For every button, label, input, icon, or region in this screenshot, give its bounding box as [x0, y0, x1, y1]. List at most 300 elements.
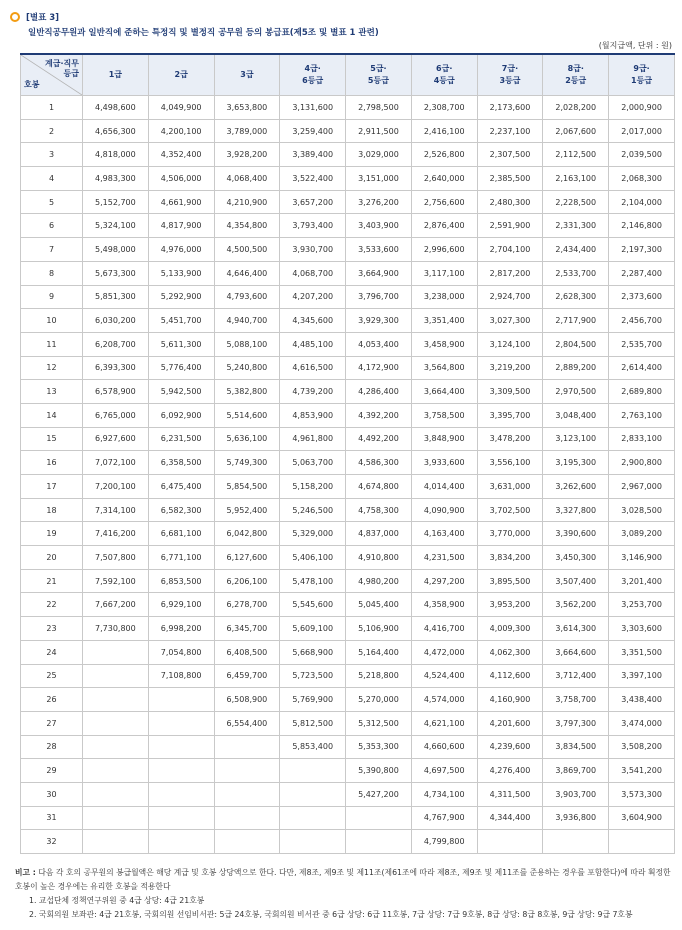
corner-step-label: 호봉: [24, 80, 40, 90]
salary-cell: 3,653,800: [214, 96, 280, 120]
step-cell: 24: [21, 640, 83, 664]
salary-cell: 7,054,800: [148, 640, 214, 664]
salary-cell: 6,459,700: [214, 664, 280, 688]
salary-cell: 3,533,600: [346, 238, 412, 262]
salary-cell: 3,195,300: [543, 451, 609, 475]
salary-cell: 2,331,300: [543, 214, 609, 238]
salary-cell: 5,390,800: [346, 759, 412, 783]
salary-cell: 2,068,300: [609, 167, 675, 191]
salary-cell: 2,911,500: [346, 119, 412, 143]
salary-cell: 4,621,100: [411, 711, 477, 735]
salary-cell: [83, 664, 149, 688]
salary-cell: 2,373,600: [609, 285, 675, 309]
salary-cell: 5,240,800: [214, 356, 280, 380]
salary-cell: 6,475,400: [148, 475, 214, 499]
step-cell: 25: [21, 664, 83, 688]
table-row: [21, 238, 675, 262]
salary-cell: 6,358,500: [148, 451, 214, 475]
salary-cell: 3,397,100: [609, 664, 675, 688]
salary-cell: 4,818,000: [83, 143, 149, 167]
salary-cell: 3,027,300: [477, 309, 543, 333]
column-header: [214, 54, 280, 96]
salary-cell: [214, 782, 280, 806]
salary-cell: 3,933,600: [411, 451, 477, 475]
table-body: [21, 96, 675, 854]
salary-cell: 5,270,000: [346, 688, 412, 712]
salary-cell: 4,574,000: [411, 688, 477, 712]
salary-cell: 3,930,700: [280, 238, 346, 262]
column-header-line: 5등급: [367, 76, 389, 85]
table-row: [21, 380, 675, 404]
table-row: [21, 617, 675, 641]
step-cell: 2: [21, 119, 83, 143]
remarks-paragraph: [15, 866, 677, 894]
table-row: [21, 143, 675, 167]
salary-cell: 4,354,800: [214, 214, 280, 238]
salary-cell: [214, 806, 280, 830]
salary-cell: 5,106,900: [346, 617, 412, 641]
remarks-label: 비고 :: [15, 868, 36, 877]
salary-cell: 5,158,200: [280, 475, 346, 499]
salary-cell: 4,311,500: [477, 782, 543, 806]
salary-cell: [609, 830, 675, 854]
corner-top-line-2: 등급: [63, 69, 79, 79]
salary-cell: 3,131,600: [280, 96, 346, 120]
salary-cell: 4,799,800: [411, 830, 477, 854]
table-row: [21, 711, 675, 735]
table-row: [21, 546, 675, 570]
salary-cell: 7,200,100: [83, 475, 149, 499]
salary-cell: 4,817,900: [148, 214, 214, 238]
table-row: [21, 830, 675, 854]
salary-cell: 4,758,300: [346, 498, 412, 522]
salary-cell: 6,278,700: [214, 593, 280, 617]
salary-cell: 2,717,900: [543, 309, 609, 333]
salary-cell: [346, 806, 412, 830]
table-row: [21, 522, 675, 546]
remarks-text: 다음 각 호의 공무원의 봉급월액은 해당 계급 및 호봉 상당액으로 한다. 다만, 제8조, 제9조 및 제11조(제61조에 따라 제8조, 제9조 및 제11조를 준용하는 경우를 포함한다)에 따라 획정한 호봉이 높은 경우에는 유리한 호봉을 적용한다: [15, 868, 671, 891]
salary-cell: 3,562,200: [543, 593, 609, 617]
salary-cell: 5,478,100: [280, 569, 346, 593]
salary-cell: 3,758,700: [543, 688, 609, 712]
salary-cell: 7,072,100: [83, 451, 149, 475]
step-cell: 15: [21, 427, 83, 451]
salary-cell: 3,758,500: [411, 403, 477, 427]
salary-cell: 2,112,500: [543, 143, 609, 167]
salary-cell: 4,352,400: [148, 143, 214, 167]
salary-cell: 2,017,000: [609, 119, 675, 143]
salary-cell: 3,664,400: [411, 380, 477, 404]
salary-cell: 3,664,900: [346, 261, 412, 285]
salary-cell: 2,640,000: [411, 167, 477, 191]
salary-cell: 3,029,000: [346, 143, 412, 167]
salary-cell: [148, 735, 214, 759]
salary-cell: 5,451,700: [148, 309, 214, 333]
salary-cell: 3,895,500: [477, 569, 543, 593]
remarks-item: 2. 국회의원 보좌관: 4급 21호봉, 국회의원 선임비서관: 5급 24호봉, 국회의원 비서관 중 6급 상당: 6급 11호봉, 7급 상당: 7급 9호봉, 8급 상당: 8급 8호봉, 9급 상당: 9급 7호봉: [29, 910, 633, 919]
salary-cell: 3,389,400: [280, 143, 346, 167]
remarks: [15, 866, 677, 922]
salary-cell: 5,353,300: [346, 735, 412, 759]
salary-cell: 6,231,500: [148, 427, 214, 451]
salary-cell: 6,578,900: [83, 380, 149, 404]
table-row: [21, 427, 675, 451]
salary-cell: 2,804,500: [543, 332, 609, 356]
salary-cell: 5,382,800: [214, 380, 280, 404]
step-cell: 4: [21, 167, 83, 191]
salary-cell: 5,133,900: [148, 261, 214, 285]
column-header: [477, 54, 543, 96]
salary-cell: 3,259,400: [280, 119, 346, 143]
salary-cell: 4,345,600: [280, 309, 346, 333]
table-row: [21, 261, 675, 285]
step-cell: 5: [21, 190, 83, 214]
column-header: [148, 54, 214, 96]
salary-cell: 4,201,600: [477, 711, 543, 735]
column-header: [346, 54, 412, 96]
remarks-item: 1. 교섭단체 정책연구위원 중 4급 상당: 4급 21호봉: [29, 896, 205, 905]
step-cell: 22: [21, 593, 83, 617]
salary-cell: 7,507,800: [83, 546, 149, 570]
column-header-line: 6등급: [302, 76, 324, 85]
salary-cell: 3,770,000: [477, 522, 543, 546]
salary-cell: 3,712,400: [543, 664, 609, 688]
salary-cell: 3,564,800: [411, 356, 477, 380]
step-cell: 30: [21, 782, 83, 806]
salary-cell: 4,172,900: [346, 356, 412, 380]
salary-cell: 4,506,000: [148, 167, 214, 191]
salary-cell: 4,616,500: [280, 356, 346, 380]
salary-cell: [148, 759, 214, 783]
salary-cell: 2,817,200: [477, 261, 543, 285]
salary-cell: 4,068,700: [280, 261, 346, 285]
salary-cell: 7,667,200: [83, 593, 149, 617]
salary-cell: 3,151,000: [346, 167, 412, 191]
salary-cell: 6,765,000: [83, 403, 149, 427]
salary-cell: 5,636,100: [214, 427, 280, 451]
salary-cell: 3,276,200: [346, 190, 412, 214]
salary-cell: 5,292,900: [148, 285, 214, 309]
salary-cell: 2,591,900: [477, 214, 543, 238]
salary-cell: 3,351,400: [411, 309, 477, 333]
salary-cell: 4,586,300: [346, 451, 412, 475]
salary-cell: 6,393,300: [83, 356, 149, 380]
heading: [10, 11, 379, 38]
step-cell: 18: [21, 498, 83, 522]
salary-cell: 6,771,100: [148, 546, 214, 570]
salary-cell: 5,514,600: [214, 403, 280, 427]
salary-cell: 4,210,900: [214, 190, 280, 214]
table-row: [21, 309, 675, 333]
salary-cell: 5,246,500: [280, 498, 346, 522]
salary-cell: 2,900,800: [609, 451, 675, 475]
salary-cell: 3,789,000: [214, 119, 280, 143]
salary-cell: 5,853,400: [280, 735, 346, 759]
salary-cell: [214, 759, 280, 783]
table-row: [21, 451, 675, 475]
step-cell: 9: [21, 285, 83, 309]
salary-cell: 3,403,900: [346, 214, 412, 238]
salary-cell: 6,042,800: [214, 522, 280, 546]
salary-cell: 2,628,300: [543, 285, 609, 309]
salary-cell: 5,668,900: [280, 640, 346, 664]
salary-cell: 2,385,500: [477, 167, 543, 191]
salary-cell: 6,554,400: [214, 711, 280, 735]
salary-cell: 5,952,400: [214, 498, 280, 522]
salary-cell: 4,500,500: [214, 238, 280, 262]
salary-cell: 3,309,500: [477, 380, 543, 404]
salary-cell: 6,030,200: [83, 309, 149, 333]
salary-cell: 4,053,400: [346, 332, 412, 356]
step-cell: 19: [21, 522, 83, 546]
salary-cell: 5,609,100: [280, 617, 346, 641]
salary-cell: 4,646,400: [214, 261, 280, 285]
table-row: [21, 593, 675, 617]
salary-cell: 5,063,700: [280, 451, 346, 475]
salary-cell: 2,287,400: [609, 261, 675, 285]
salary-cell: 3,848,900: [411, 427, 477, 451]
salary-cell: 5,611,300: [148, 332, 214, 356]
salary-cell: 4,498,600: [83, 96, 149, 120]
salary-cell: 3,146,900: [609, 546, 675, 570]
salary-cell: 4,297,200: [411, 569, 477, 593]
salary-cell: 3,048,400: [543, 403, 609, 427]
column-header-line: 5급·: [370, 64, 387, 74]
salary-cell: 3,631,000: [477, 475, 543, 499]
salary-cell: 3,351,500: [609, 640, 675, 664]
salary-cell: 2,173,600: [477, 96, 543, 120]
salary-cell: 3,238,000: [411, 285, 477, 309]
salary-cell: 3,573,300: [609, 782, 675, 806]
salary-cell: 6,929,100: [148, 593, 214, 617]
salary-cell: 4,160,900: [477, 688, 543, 712]
salary-cell: 2,876,400: [411, 214, 477, 238]
table-row: [21, 475, 675, 499]
salary-cell: 3,664,600: [543, 640, 609, 664]
salary-cell: 4,767,900: [411, 806, 477, 830]
salary-cell: 4,976,000: [148, 238, 214, 262]
table-row: [21, 640, 675, 664]
salary-cell: [148, 830, 214, 854]
salary-cell: [214, 830, 280, 854]
salary-cell: 4,392,200: [346, 403, 412, 427]
salary-cell: 2,833,100: [609, 427, 675, 451]
salary-cell: 4,276,400: [477, 759, 543, 783]
salary-cell: 3,390,600: [543, 522, 609, 546]
salary-cell: 2,039,500: [609, 143, 675, 167]
salary-cell: 3,458,900: [411, 332, 477, 356]
salary-cell: 5,406,100: [280, 546, 346, 570]
salary-cell: 5,723,500: [280, 664, 346, 688]
salary-cell: 3,028,500: [609, 498, 675, 522]
salary-cell: 3,556,100: [477, 451, 543, 475]
salary-cell: 5,545,600: [280, 593, 346, 617]
salary-cell: 2,756,600: [411, 190, 477, 214]
salary-cell: 4,207,200: [280, 285, 346, 309]
table-row: [21, 403, 675, 427]
bullet-ring-icon: [10, 12, 20, 22]
salary-cell: 2,228,500: [543, 190, 609, 214]
column-header: [280, 54, 346, 96]
salary-cell: 6,508,900: [214, 688, 280, 712]
salary-cell: 3,797,300: [543, 711, 609, 735]
salary-cell: [83, 688, 149, 712]
table-row: [21, 285, 675, 309]
corner-header: [21, 54, 83, 96]
table-row: [21, 356, 675, 380]
salary-cell: 3,253,700: [609, 593, 675, 617]
table-row: [21, 190, 675, 214]
salary-cell: 6,998,200: [148, 617, 214, 641]
salary-cell: 3,395,700: [477, 403, 543, 427]
salary-cell: 3,928,200: [214, 143, 280, 167]
salary-cell: 3,438,400: [609, 688, 675, 712]
salary-cell: 7,592,100: [83, 569, 149, 593]
salary-cell: 2,308,700: [411, 96, 477, 120]
salary-cell: 4,286,400: [346, 380, 412, 404]
salary-cell: 5,498,000: [83, 238, 149, 262]
step-cell: 7: [21, 238, 83, 262]
salary-cell: 5,854,500: [214, 475, 280, 499]
column-header-line: 4급·: [304, 64, 321, 74]
salary-cell: 3,201,400: [609, 569, 675, 593]
step-cell: 20: [21, 546, 83, 570]
salary-cell: [214, 735, 280, 759]
salary-cell: 4,739,200: [280, 380, 346, 404]
step-cell: 16: [21, 451, 83, 475]
salary-cell: 3,303,600: [609, 617, 675, 641]
column-header-line: 3급: [240, 70, 254, 80]
step-cell: 31: [21, 806, 83, 830]
salary-cell: 4,961,800: [280, 427, 346, 451]
column-header: [411, 54, 477, 96]
salary-cell: [280, 806, 346, 830]
salary-cell: 5,152,700: [83, 190, 149, 214]
salary-cell: 3,903,700: [543, 782, 609, 806]
salary-cell: 4,734,100: [411, 782, 477, 806]
salary-cell: 3,478,200: [477, 427, 543, 451]
step-cell: 21: [21, 569, 83, 593]
table-row: [21, 806, 675, 830]
salary-cell: 4,068,400: [214, 167, 280, 191]
salary-cell: 4,062,300: [477, 640, 543, 664]
salary-cell: 2,996,600: [411, 238, 477, 262]
salary-cell: 2,924,700: [477, 285, 543, 309]
salary-cell: 6,681,100: [148, 522, 214, 546]
salary-cell: 4,200,100: [148, 119, 214, 143]
appendix-label: [별표 3]: [26, 13, 60, 23]
salary-cell: 4,090,900: [411, 498, 477, 522]
salary-cell: [477, 830, 543, 854]
salary-cell: 5,427,200: [346, 782, 412, 806]
salary-cell: 3,702,500: [477, 498, 543, 522]
salary-cell: 4,344,400: [477, 806, 543, 830]
step-cell: 17: [21, 475, 83, 499]
salary-cell: [280, 830, 346, 854]
salary-table: [20, 53, 675, 854]
salary-cell: 3,522,400: [280, 167, 346, 191]
salary-cell: 3,834,200: [477, 546, 543, 570]
salary-cell: 4,940,700: [214, 309, 280, 333]
salary-cell: 4,492,200: [346, 427, 412, 451]
salary-cell: [543, 830, 609, 854]
salary-cell: [83, 782, 149, 806]
table-row: [21, 664, 675, 688]
column-header-line: 1급: [108, 70, 123, 80]
step-cell: 12: [21, 356, 83, 380]
salary-cell: 4,853,900: [280, 403, 346, 427]
salary-cell: [346, 830, 412, 854]
column-header-line: 7급·: [501, 64, 519, 74]
salary-cell: 4,524,400: [411, 664, 477, 688]
table-row: [21, 96, 675, 120]
salary-cell: [83, 759, 149, 783]
salary-cell: 3,953,200: [477, 593, 543, 617]
salary-cell: 2,067,600: [543, 119, 609, 143]
salary-cell: 4,416,700: [411, 617, 477, 641]
salary-cell: 2,456,700: [609, 309, 675, 333]
salary-cell: 5,329,000: [280, 522, 346, 546]
salary-cell: 4,697,500: [411, 759, 477, 783]
salary-cell: 5,769,900: [280, 688, 346, 712]
salary-cell: 6,927,600: [83, 427, 149, 451]
salary-cell: 3,219,200: [477, 356, 543, 380]
salary-cell: [83, 806, 149, 830]
salary-cell: 6,127,600: [214, 546, 280, 570]
salary-cell: [280, 759, 346, 783]
step-cell: 28: [21, 735, 83, 759]
salary-cell: 4,980,200: [346, 569, 412, 593]
salary-cell: 3,929,300: [346, 309, 412, 333]
salary-cell: 6,853,500: [148, 569, 214, 593]
salary-cell: 4,674,800: [346, 475, 412, 499]
salary-cell: 3,541,200: [609, 759, 675, 783]
column-header: [543, 54, 609, 96]
salary-cell: 5,776,400: [148, 356, 214, 380]
salary-cell: 2,763,100: [609, 403, 675, 427]
salary-cell: 3,508,200: [609, 735, 675, 759]
column-header-line: 8급·: [567, 64, 584, 74]
salary-cell: 7,730,800: [83, 617, 149, 641]
salary-cell: 4,837,000: [346, 522, 412, 546]
salary-cell: 3,123,100: [543, 427, 609, 451]
salary-cell: 2,028,200: [543, 96, 609, 120]
step-cell: 1: [21, 96, 83, 120]
salary-cell: 4,485,100: [280, 332, 346, 356]
salary-cell: 5,088,100: [214, 332, 280, 356]
salary-cell: 5,812,500: [280, 711, 346, 735]
column-header: [609, 54, 675, 96]
salary-cell: 3,604,900: [609, 806, 675, 830]
salary-cell: 2,704,100: [477, 238, 543, 262]
salary-cell: 3,834,500: [543, 735, 609, 759]
salary-cell: 2,798,500: [346, 96, 412, 120]
salary-cell: 4,231,500: [411, 546, 477, 570]
table-row: [21, 688, 675, 712]
salary-cell: 3,124,100: [477, 332, 543, 356]
step-cell: 27: [21, 711, 83, 735]
salary-cell: 5,942,500: [148, 380, 214, 404]
salary-cell: 3,796,700: [346, 285, 412, 309]
step-cell: 32: [21, 830, 83, 854]
salary-cell: 3,793,400: [280, 214, 346, 238]
salary-cell: 2,526,800: [411, 143, 477, 167]
remarks-list: [15, 894, 677, 922]
salary-cell: 3,507,400: [543, 569, 609, 593]
unit-note: (월지급액, 단위 : 원): [598, 41, 672, 50]
salary-cell: 3,450,300: [543, 546, 609, 570]
salary-cell: [148, 688, 214, 712]
